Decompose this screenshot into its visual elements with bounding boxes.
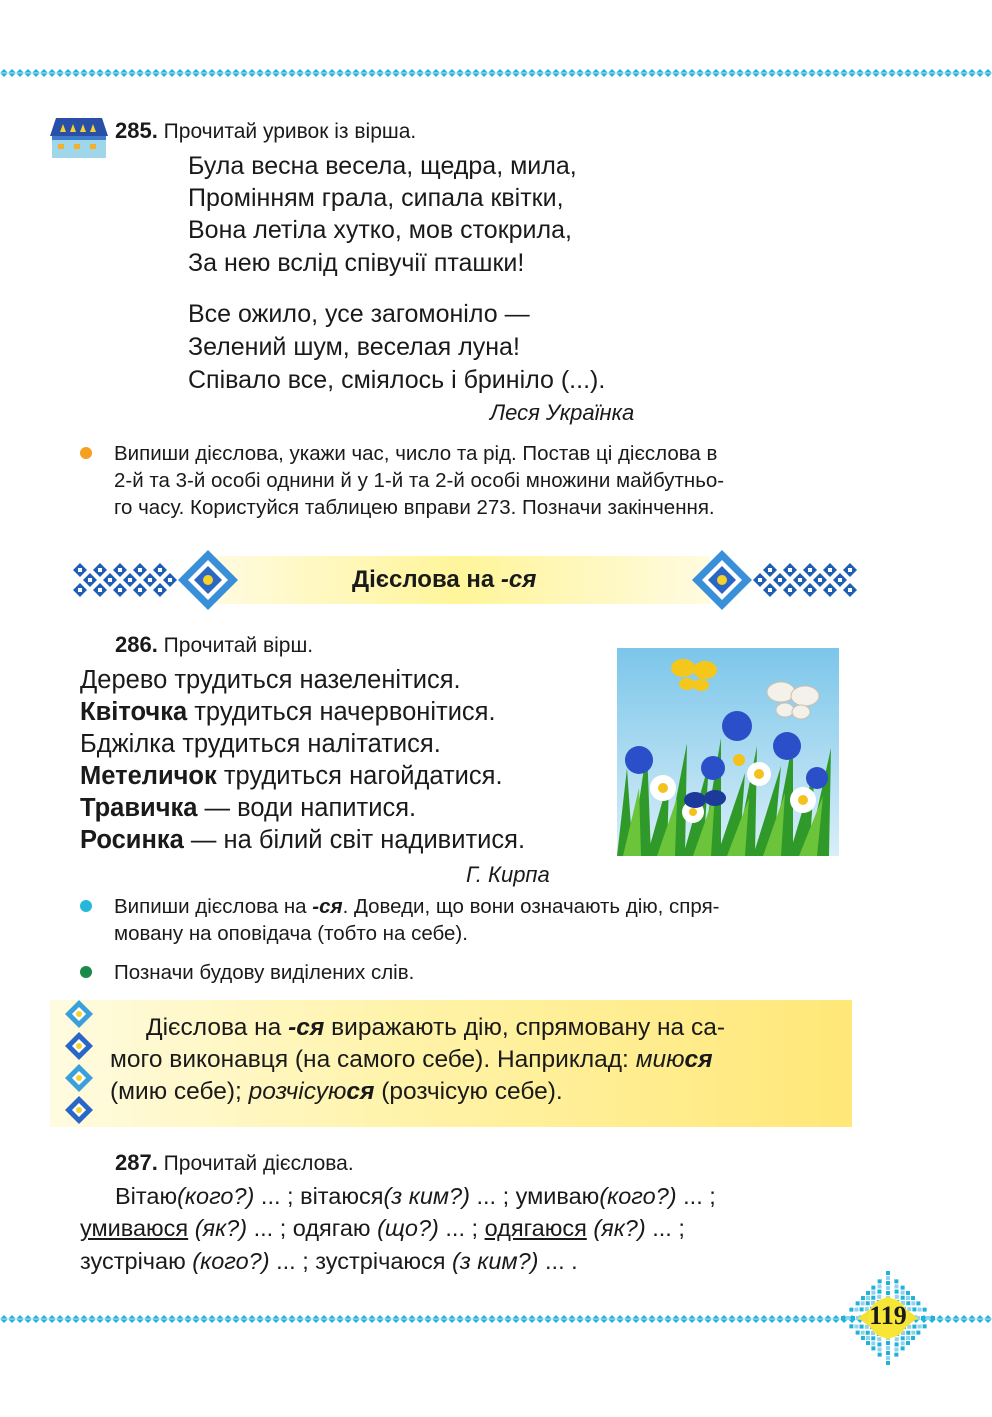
top-ornament-border bbox=[0, 66, 992, 80]
exercise-number: 286. bbox=[115, 632, 158, 657]
left-ornament bbox=[70, 546, 240, 617]
example-stem: розчісую bbox=[248, 1078, 347, 1105]
rule-text: (розчісую себе). bbox=[374, 1078, 563, 1105]
line-text: трудиться нагойдатися. bbox=[216, 762, 503, 790]
bullet-orange bbox=[80, 447, 92, 459]
exercise-instruction: Прочитай вірш. bbox=[163, 634, 314, 657]
separator: ... . bbox=[538, 1248, 578, 1274]
flowers-butterflies-illustration bbox=[617, 648, 839, 856]
poem-line bbox=[80, 826, 525, 855]
poem-line bbox=[80, 666, 461, 695]
example-stem: мию bbox=[635, 1046, 685, 1073]
poem-line: Зелений шум, веселая луна! bbox=[188, 333, 520, 361]
question: (як?) bbox=[194, 1215, 248, 1241]
question: (з ким?) bbox=[452, 1248, 539, 1274]
verb: ... ; зустрічаюся bbox=[269, 1248, 453, 1274]
example-suffix: ся bbox=[346, 1078, 375, 1105]
exercise-number: 285. bbox=[115, 118, 158, 143]
rule-line bbox=[146, 1014, 725, 1042]
separator: ... ; bbox=[645, 1215, 685, 1241]
vertical-ornament bbox=[56, 998, 102, 1131]
task-line bbox=[114, 893, 720, 920]
bold-word: Метеличок bbox=[80, 762, 217, 790]
page-number: 119 bbox=[869, 1301, 907, 1330]
poem-line bbox=[80, 762, 503, 791]
bold-word: Квіточка bbox=[80, 698, 188, 726]
right-ornament bbox=[690, 546, 860, 617]
poem-line bbox=[80, 698, 496, 727]
line-text: — води напитися. bbox=[197, 794, 417, 822]
poem-line bbox=[80, 730, 441, 759]
line-text: — на білий світ надивитися. bbox=[183, 826, 526, 854]
verbs-line bbox=[80, 1248, 578, 1275]
line-text: Дерево трудиться назеленітися. bbox=[80, 666, 461, 694]
exercise-instruction: Прочитай дієслова. bbox=[163, 1152, 354, 1175]
verbs-line bbox=[115, 1183, 716, 1210]
verbs-line bbox=[80, 1215, 685, 1242]
separator: ... ; bbox=[438, 1215, 485, 1241]
question: (кого?) bbox=[599, 1183, 677, 1209]
task-line: мовану на оповідача (тобто на себе). bbox=[114, 922, 468, 945]
line-text: Бджілка трудиться налітатися. bbox=[80, 730, 441, 758]
separator: ... ; bbox=[676, 1183, 716, 1209]
example-suffix: ся bbox=[684, 1046, 713, 1073]
rule-text: виражають дію, спрямовану на са- bbox=[324, 1014, 726, 1041]
task-line: Випиши дієслова, укажи час, число та рід. Постав ці дієслова в bbox=[114, 442, 718, 465]
bullet-green bbox=[80, 966, 92, 978]
task-text: Випиши дієслова на bbox=[114, 895, 313, 918]
question: (з ким?) bbox=[383, 1183, 470, 1209]
verb-underlined: одягаюся bbox=[484, 1215, 587, 1241]
question: (як?) bbox=[593, 1215, 646, 1241]
question: (кого?) bbox=[177, 1183, 255, 1209]
rule-line bbox=[110, 1078, 563, 1106]
rule-suffix: -ся bbox=[288, 1014, 325, 1041]
poem-line: Промінням грала, сипала квітки, bbox=[188, 184, 564, 212]
exercise-286-header bbox=[115, 632, 313, 658]
bold-word: Травичка bbox=[80, 794, 198, 822]
rule-line bbox=[110, 1046, 713, 1074]
poem-line: Була весна весела, щедра, мила, bbox=[188, 152, 577, 180]
verb: зустрічаю bbox=[80, 1248, 193, 1274]
bullet-cyan bbox=[80, 900, 92, 912]
poem-author: Г. Кирпа bbox=[466, 862, 550, 887]
poem-author: Леся Українка bbox=[490, 400, 635, 425]
exercise-287-header bbox=[115, 1150, 354, 1176]
exercise-number: 287. bbox=[115, 1150, 158, 1175]
task-suffix: -ся bbox=[312, 895, 343, 918]
exercise-instruction: Прочитай уривок із вірша. bbox=[163, 120, 417, 143]
rule-text: (мию себе); bbox=[110, 1078, 249, 1105]
task-285 bbox=[114, 440, 724, 521]
task-286-1 bbox=[114, 893, 720, 947]
line-text: трудиться начервонітися. bbox=[187, 698, 496, 726]
poem-line bbox=[80, 794, 416, 823]
rule-text: мого виконавця (на самого себе). Наприклад: bbox=[110, 1046, 636, 1073]
poem-line: Співало все, сміялось і бриніло (...). bbox=[188, 366, 606, 394]
page-number-badge bbox=[836, 1268, 940, 1368]
poem-line: Вона летіла хутко, мов стокрила, bbox=[188, 216, 572, 244]
poem-line: Все ожило, усе загомоніло — bbox=[188, 300, 530, 328]
verb: ... ; умиваю bbox=[469, 1183, 600, 1209]
rule-text: Дієслова на bbox=[146, 1014, 289, 1041]
section-title-suffix: -ся bbox=[500, 566, 537, 593]
poem-line: За нею вслід співучії пташки! bbox=[188, 249, 525, 277]
question: (кого?) bbox=[192, 1248, 270, 1274]
verb: Вітаю bbox=[115, 1183, 178, 1209]
question: (що?) bbox=[377, 1215, 439, 1241]
exercise-285-header bbox=[115, 118, 416, 144]
section-title bbox=[352, 566, 536, 594]
task-286-2: Позначи будову виділених слів. bbox=[114, 961, 415, 984]
bold-word: Росинка bbox=[80, 826, 184, 854]
house-icon bbox=[48, 116, 110, 160]
verb: ... ; вітаюся bbox=[254, 1183, 384, 1209]
task-line: го часу. Користуйся таблицею вправи 273. Позначи закінчення. bbox=[114, 496, 715, 519]
section-title-main: Дієслова на bbox=[352, 566, 501, 593]
verb-underlined: умиваюся bbox=[80, 1215, 189, 1241]
verb: ... ; одягаю bbox=[247, 1215, 378, 1241]
task-text: . Доведи, що вони означають дію, спря- bbox=[342, 895, 720, 918]
task-line: 2-й та 3-й особі однини й у 1-й та 2-й особі множини майбутньо- bbox=[114, 469, 725, 492]
